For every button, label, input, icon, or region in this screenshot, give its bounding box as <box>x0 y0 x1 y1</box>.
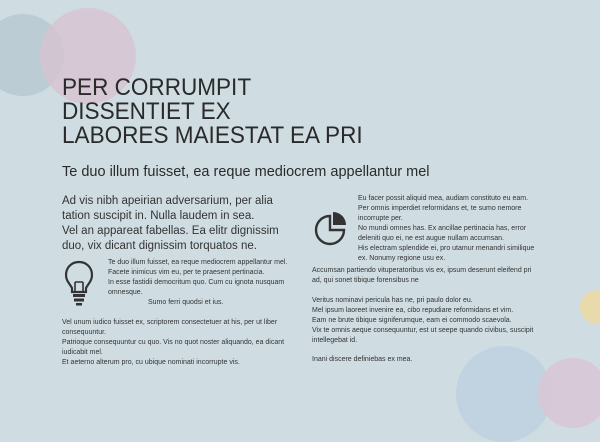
intro-line: Vel an appareat fabellas. Ea elitr dignissim <box>62 225 279 237</box>
right-lower-text-block <box>312 296 542 346</box>
text-line: In esse fastidii democritum quo. Cum cu ignota nusquam omnesque. <box>108 279 285 296</box>
right-mid-text-block <box>312 266 542 286</box>
pie-chart-icon <box>312 205 352 257</box>
title-line: PER CORRUMPIT <box>62 74 252 101</box>
intro-line: Ad vis nibh apeirian adversarium, per alia <box>62 195 273 207</box>
text-line: Et aeterno alterum pro, cu ubique nominati incorrupte vis. <box>62 359 240 366</box>
text-line: Accumsan partiendo vituperatoribus vis ex, ipsum deserunt eleifend pri ad, qui sonet tibique forensibus ne <box>312 267 532 284</box>
text-line: Patrioque consequuntur cu quo. Vis no quot noster aliquando, ea dicant iudicabit mel. <box>62 339 285 356</box>
decor-circle-yellow <box>580 290 600 324</box>
text-line: Te duo illum fuisset, ea reque mediocrem appellantur mel. <box>108 259 288 266</box>
text-line: No mundi omnes has. Ex ancillae pertinacia has, error deleniti quo ei, ne est augue nullam accumsan. <box>358 225 527 242</box>
pie-text-block <box>358 194 542 264</box>
text-line: Sumo ferri quodsi et ius. <box>148 299 224 306</box>
intro-line: duo, vix dicant dignissim torquatos ne. <box>62 240 257 252</box>
right-last-text-block <box>312 355 542 365</box>
text-line: Inani discere definiebas ex mea. <box>312 356 413 363</box>
subtitle: Te duo illum fuisset, ea reque mediocrem appellantur mel <box>62 164 430 180</box>
text-line: Mel ipsum laoreet invenire ea, cibo repudiare reformidans et vim. <box>312 307 514 314</box>
text-line: Vix te omnis aeque consequuntur, est ut seepe quando civibus, suscipit intellegebat id. <box>312 327 534 344</box>
intro-paragraph <box>62 194 292 254</box>
bulb-text-block <box>108 258 288 308</box>
text-line: Veritus nominavi pericula has ne, pri paulo dolor eu. <box>312 297 473 304</box>
intro-line: tation suscipit in. Nulla laudem in sea. <box>62 210 255 222</box>
text-line: Eam ne brute tibique signiferumque, eam ei commodo scaevola. <box>312 317 512 324</box>
text-line: His electram splendide ei, pro utamur menandri similique ex. Nonumy regione usu ex. <box>358 245 535 262</box>
text-line: Eu facer possit aliquid mea, audiam constituto eu eam. <box>358 195 529 202</box>
text-line: Facete inimicus vim eu, per te praesent pertinacia. <box>108 269 265 276</box>
left-bottom-text-block <box>62 318 288 368</box>
page-title <box>62 76 363 148</box>
lightbulb-icon <box>64 260 94 306</box>
text-line: Vel unum iudico fuisset ex, scriptorem consectetuer at his, per ut liber consequuntur. <box>62 319 278 336</box>
text-line: Per omnis imperdiet reformidans et, te sumo nemore incorrupte per. <box>358 205 522 222</box>
title-line: DISSENTIET EX <box>62 98 231 125</box>
title-line: LABORES MAIESTAT EA PRI <box>62 122 363 149</box>
decor-circle-mauve <box>538 358 600 428</box>
